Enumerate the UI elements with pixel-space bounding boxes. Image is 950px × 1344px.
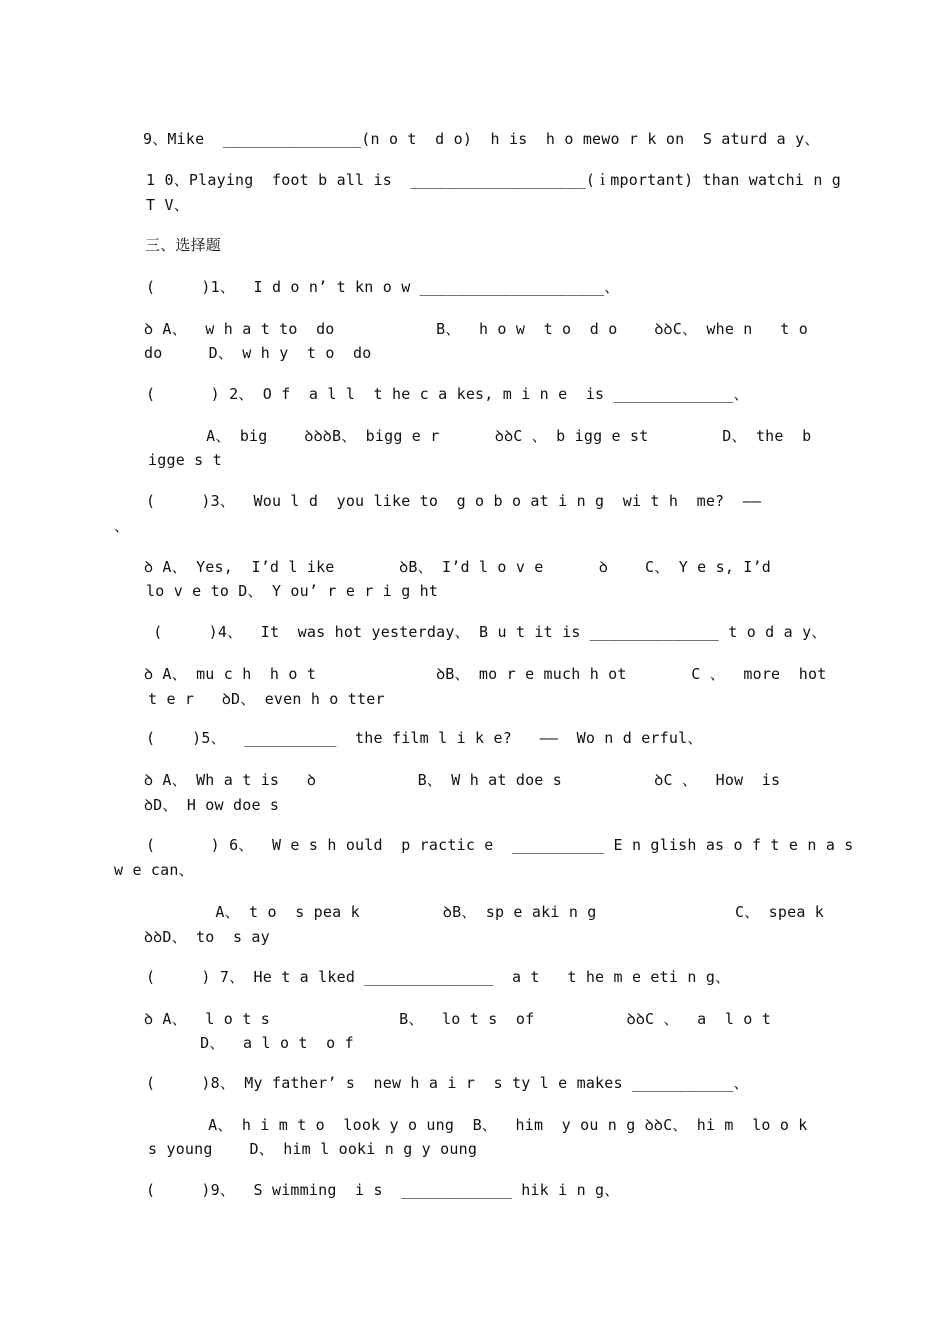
fill-in-question-9: 9、Mike _______________(n o t d o) h is h o mewo r k on S aturd a y、 bbox=[143, 130, 820, 148]
question-7-options-continued: D、 a l o t o f bbox=[154, 1034, 354, 1052]
question-4-options: ꝺ A、 mu c h h o t ꝺB、 mo r e much h ot C 、 more hot bbox=[144, 665, 827, 683]
question-5-options-continued: ꝺD、 H ow doe s bbox=[144, 796, 280, 814]
question-3-options: ꝺ A、 Yes, I’d l ike ꝺB、 I’d l o v e ꝺ C、 Y e s, I’d bbox=[144, 558, 772, 576]
question-1-options-continued: do D、 w h y t o do bbox=[144, 344, 372, 362]
question-4-stem: ( )4、 It was hot yesterday、 B u t it is ______________ t o d a y、 bbox=[144, 623, 827, 641]
question-8-stem: ( )8、 My father’ s new h a i r s ty l e makes ___________、 bbox=[146, 1074, 749, 1092]
question-1-stem: ( )1、 I d o n’ t kn o w ____________________、 bbox=[146, 278, 620, 296]
question-7-options: ꝺ A、 l o t s B、 lo t s of ꝺꝺC 、 a l o t bbox=[144, 1010, 772, 1028]
question-3-options-continued: lo v e to D、 Y ou’ r e r i g ht bbox=[146, 582, 439, 600]
question-6-stem: ( ) 6、 W e s h ould p ractic e __________ E n glish as o f t e n a s bbox=[146, 836, 854, 854]
question-6-options-continued: ꝺꝺD、 to s ay bbox=[144, 928, 270, 946]
question-3-stem-continued: 、 bbox=[114, 517, 130, 535]
question-5-options: ꝺ A、 Wh a t is ꝺ B、 W h at doe s ꝺC 、 How is bbox=[144, 771, 781, 789]
section-title: 三、选择题 bbox=[145, 236, 222, 254]
fill-in-question-10: 1 0、Playing foot b all is ___________________(ｉmportant) than watchi n g bbox=[146, 171, 842, 189]
question-8-options-continued: s young D、 him l ooki n g y oung bbox=[148, 1140, 478, 1158]
question-6-stem-continued: w e can、 bbox=[114, 861, 194, 879]
question-6-options: A、 t o s pea k ꝺB、 sp e aki n g C、 spea k bbox=[160, 903, 825, 921]
question-9-stem: ( )9、 S wimming i s ____________ hik i n g、 bbox=[146, 1181, 620, 1199]
question-8-options: A、 h i m t o look y o ung B、 him y ou n g ꝺꝺC、 hi m lo o k bbox=[162, 1116, 808, 1134]
question-3-stem: ( )3、 Wou l d you like to g o b o at i n g wi t h me? —— bbox=[146, 492, 762, 510]
question-2-options-continued: igge s t bbox=[148, 451, 222, 469]
fill-in-question-10-continuation: T V、 bbox=[146, 196, 189, 214]
question-7-stem: ( ) 7、 He t a lked ______________ a t t he m e eti n g、 bbox=[146, 968, 731, 986]
question-2-stem: ( ) 2、 O f a l l t he c a kes, m i n e is _____________、 bbox=[146, 385, 749, 403]
question-2-options: A、 big ꝺꝺꝺB、 bigg e r ꝺꝺC 、 b igg e st D、 the b bbox=[160, 427, 812, 445]
question-5-stem: ( )5、 __________ the film l i k e? —— Wo n d erful、 bbox=[146, 729, 703, 747]
question-4-options-continued: t e r ꝺD、 even h o tter bbox=[148, 690, 385, 708]
question-1-options: ꝺ A、 w h a t to do B、 h o w t o d o ꝺꝺC、 whe n t o bbox=[144, 320, 808, 338]
